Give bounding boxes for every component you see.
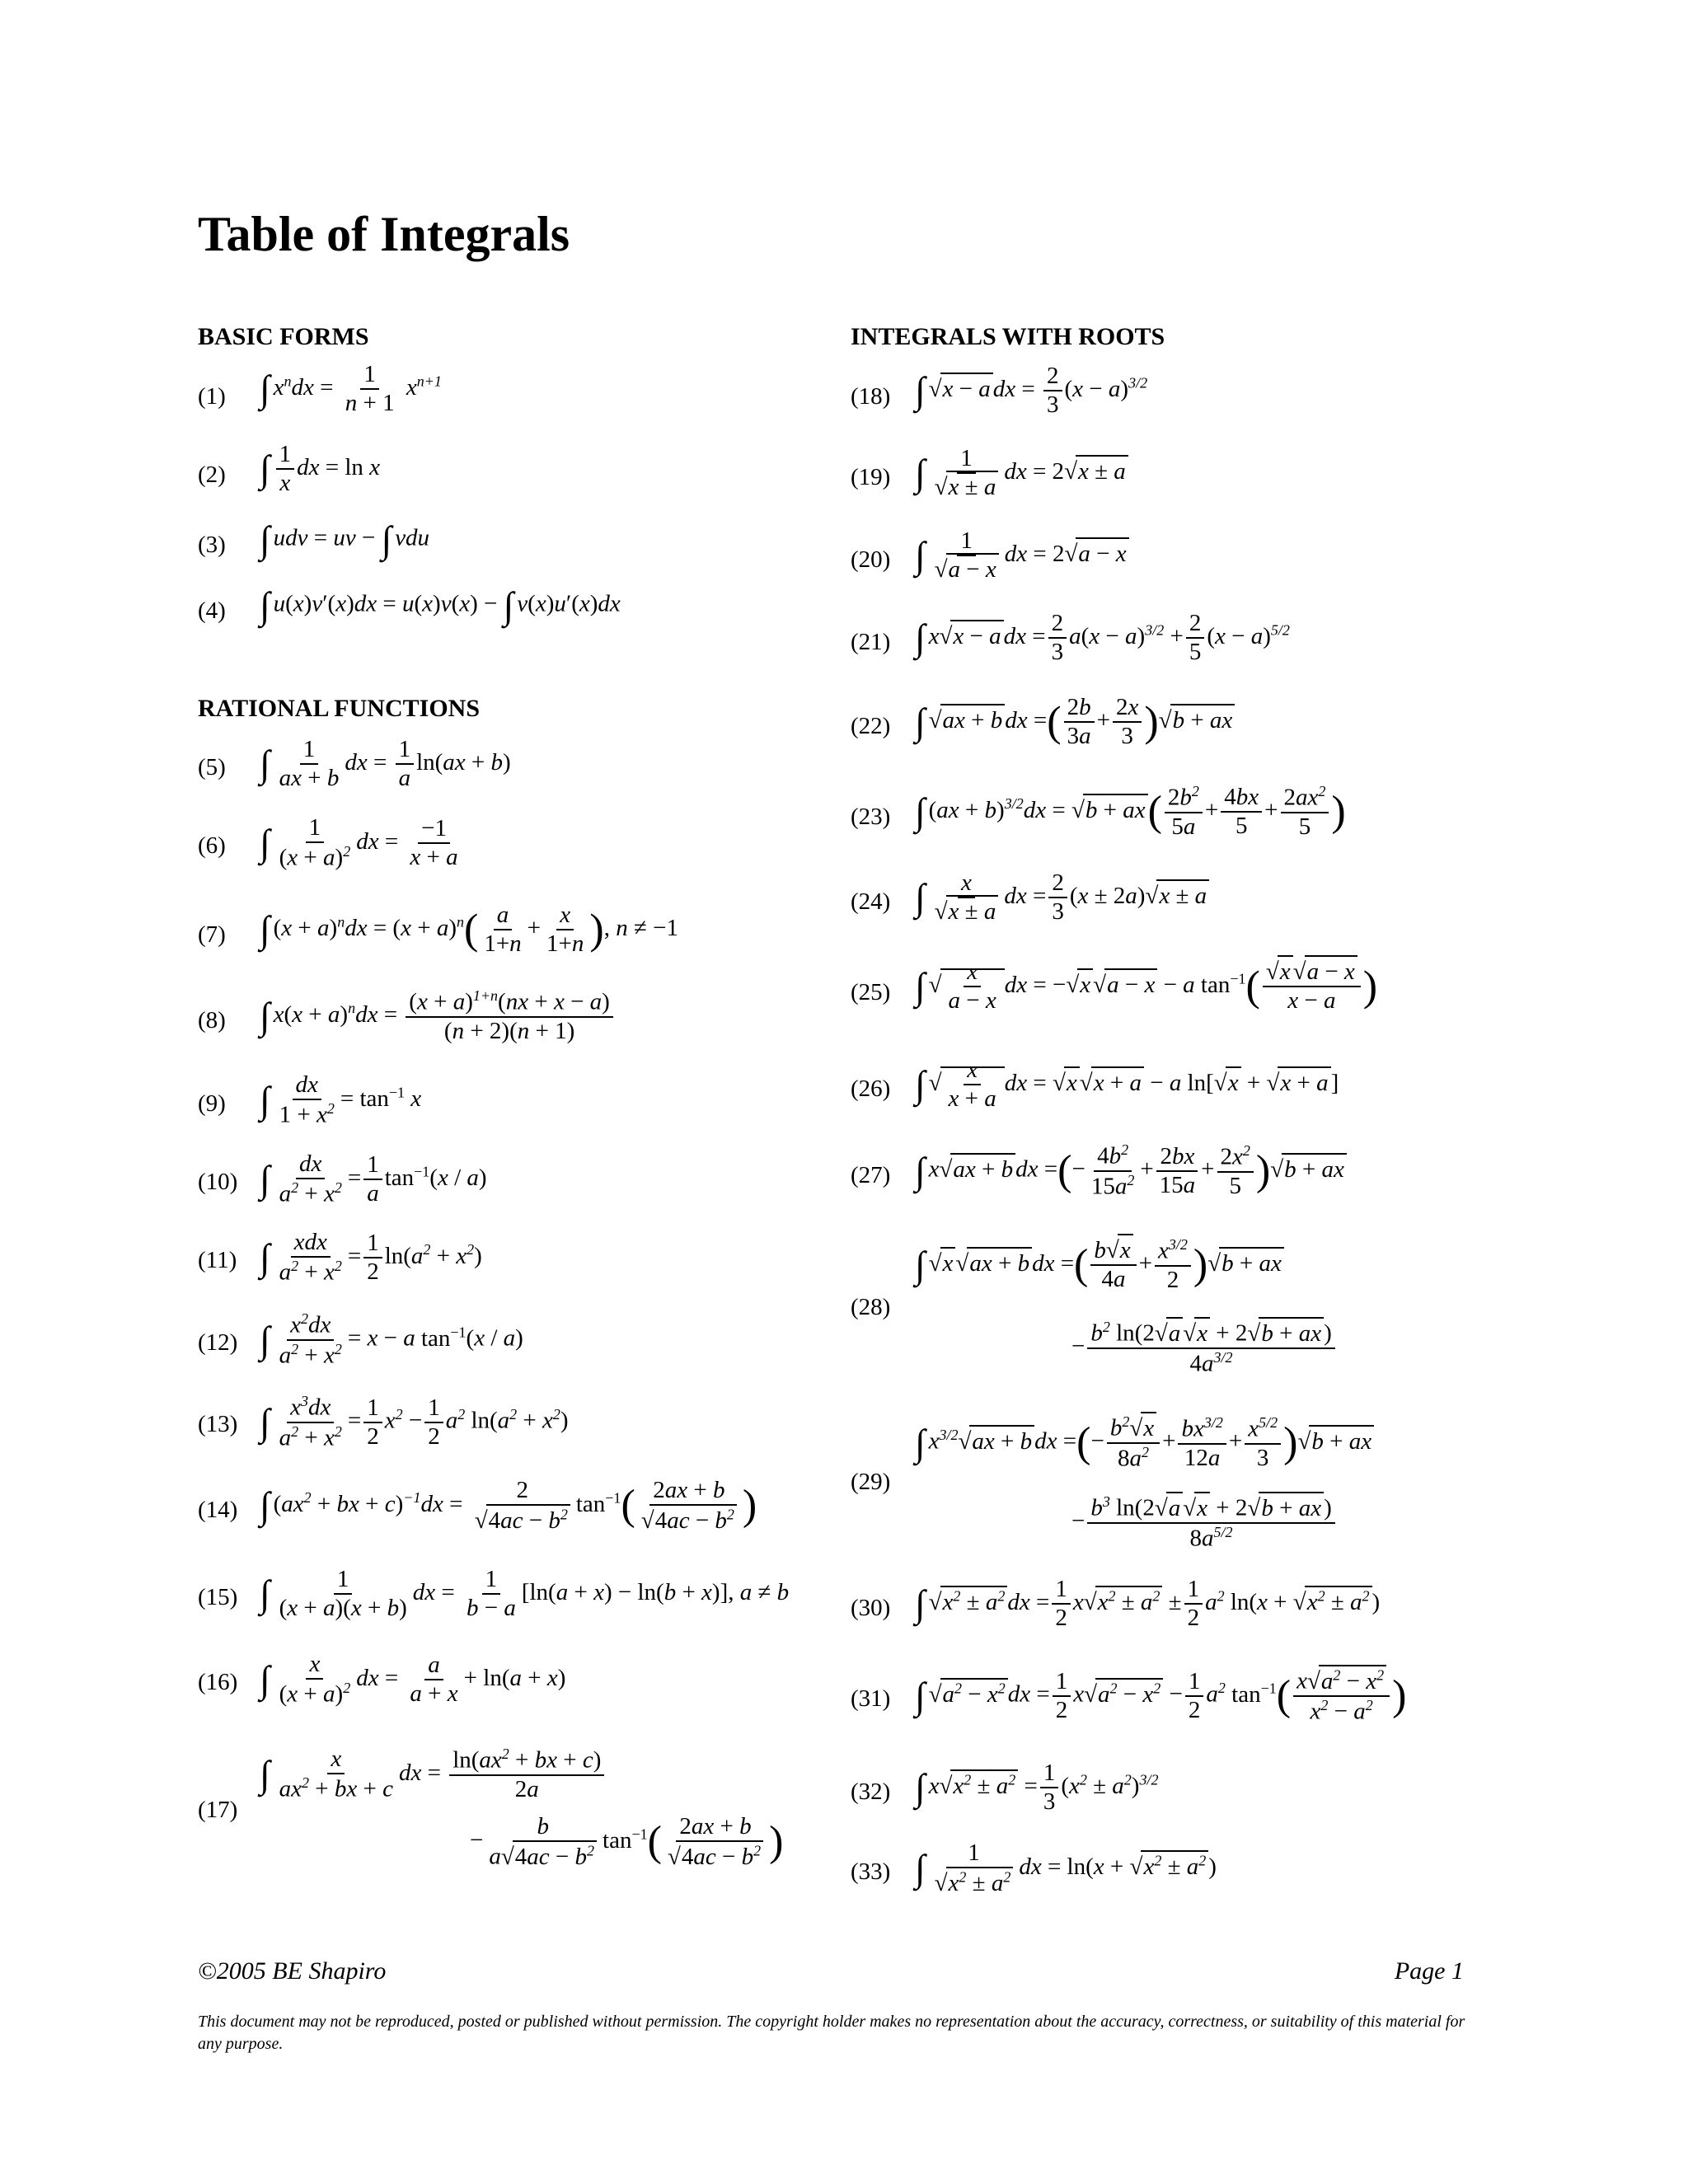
formula-21: ∫ x√x − a dx = $\frac{2}{3}$ $a(x - a)^{3/2}$ + $\frac{2}{5}$ $(x - a)^{5/2}$ [915, 610, 1290, 666]
equation-number-17: (17) [198, 1797, 238, 1823]
equation-number-12: (12) [198, 1329, 238, 1356]
formula-8: ∫ $x(x + a)^ndx$ = $\frac{(x + a)^{1+n}(nx + x - a)}{(n + 2)(n + 1)}$ [260, 987, 616, 1045]
section-basic-forms: BASIC FORMS [198, 323, 369, 350]
equation-number-13: (13) [198, 1411, 238, 1437]
formula-9: ∫ $\frac{dx}{1 + x^2}$ = $\tan^{-1} x$ [260, 1071, 422, 1128]
formula-6: ∫ $\frac{1}{(x + a)^2}$ dx = $\frac{-1}{x + a}$ [260, 814, 458, 871]
formula-5: ∫ $\frac{1}{ax + b}$ dx = $\frac{1}{a}$ ln(ax + b) [260, 736, 511, 792]
formula-13: ∫ $\frac{x^3dx}{a^2 + x^2}$ = $\frac{1}{2}$ $x^2$ − $\frac{1}{2}$ $a^2$ $\ln(a^2 + x^2)$ [260, 1393, 569, 1451]
formula-15: ∫ $\frac{1}{(x + a)(x + b)}$ dx = $\frac{1}{b - a}$ [ln(a + x) − ln(b + x)], a ≠ b [260, 1566, 790, 1622]
formula-4: ∫ u(x)v′(x)dx = u(x)v(x) − ∫ v(x)u′(x)dx [260, 584, 621, 626]
equation-number-20: (20) [851, 546, 891, 573]
copyright-notice: ©2005 BE Shapiro [198, 1957, 387, 1985]
formula-32: ∫ $x√x^2 \pm a^2$ = $\frac{1}{3}$ $(x^2 \pm a^2)^{3/2}$ [915, 1760, 1159, 1816]
equation-number-9: (9) [198, 1090, 226, 1117]
equation-number-18: (18) [851, 383, 891, 410]
equation-number-25: (25) [851, 979, 891, 1005]
formula-22: ∫ √ax + b dx =( $\frac{2b}{3a}$ + $\frac{2x}{3}$ )√b + ax [915, 694, 1235, 751]
section-rational-functions: RATIONAL FUNCTIONS [198, 695, 480, 722]
formula-19: ∫ $\frac{1}{√x \pm a}$ dx = 2√x ± a [915, 445, 1128, 502]
equation-number-19: (19) [851, 464, 891, 490]
equation-number-2: (2) [198, 462, 226, 488]
formula-24: ∫ $\frac{x}{√x \pm a}$ dx = $\frac{2}{3}$ (x ± 2a)√x ± a [915, 869, 1209, 926]
equation-number-8: (8) [198, 1007, 226, 1033]
formula-3: ∫ udv = uv − ∫ vdu [260, 518, 430, 560]
equation-number-6: (6) [198, 832, 226, 859]
formula-26: ∫ √ $\frac{x}{x + a}$ dx = √x √x + a − a ln[√x + √x + a ] [915, 1057, 1339, 1113]
equation-number-27: (27) [851, 1162, 891, 1188]
formula-23: ∫ (ax + b)$^{3/2}$dx = √b + ax( $\frac{2b^2}{5a}$ + $\frac{4bx}{5}$ + $\frac{2ax^2}{5}$ ) [915, 783, 1346, 840]
formula-28-line-2: − $\frac{b^2 \ln(2√a √x + 2√b + ax )}{4a^{3/2}}$ [1071, 1319, 1338, 1378]
equation-number-10: (10) [198, 1169, 238, 1195]
formula-11: ∫ xdx $a^2 + x^2$ = $\frac{1}{2}$ $\ln(a^2 + x^2)$ [260, 1229, 482, 1286]
equation-number-16: (16) [198, 1669, 238, 1695]
equation-number-15: (15) [198, 1584, 238, 1610]
formula-30: ∫ $√x^2 \pm a^2$ dx = $\frac{1}{2}$ $x√x^2 \pm a^2$ ± $\frac{1}{2}$ $a^2$ $\ln(x + √x^2 \pm a^2$ ) [915, 1576, 1381, 1632]
equation-number-28: (28) [851, 1294, 891, 1320]
section-integrals-with-roots: INTEGRALS WITH ROOTS [851, 323, 1165, 350]
equation-number-33: (33) [851, 1858, 891, 1885]
formula-33: ∫ $\frac{1}{√x^2 \pm a^2}$ dx = $\ln(x + √x^2 \pm a^2$ ) [915, 1840, 1217, 1896]
equation-number-31: (31) [851, 1685, 891, 1712]
equation-number-30: (30) [851, 1595, 891, 1621]
formula-2: ∫ $\frac{1}{x}$ dx = ln x [260, 441, 381, 497]
equation-number-26: (26) [851, 1076, 891, 1102]
equation-number-22: (22) [851, 713, 891, 739]
formula-17-line-2: − $\frac{b}{a√4ac - b^2}$ $\tan^{-1}$( $\frac{2ax + b}{√4ac - b^2}$ ) [470, 1813, 784, 1870]
equation-number-32: (32) [851, 1779, 891, 1805]
formula-10: ∫ $\frac{dx}{a^2 + x^2}$ = $\frac{1}{a}$ $\tan^{-1}(x / a)$ [260, 1151, 487, 1207]
equation-number-29: (29) [851, 1469, 891, 1495]
equation-number-1: (1) [198, 383, 226, 410]
formula-29-line-2: − $\frac{b^3 \ln(2√a √x + 2√b + ax )}{8a^{5/2}}$ [1071, 1493, 1338, 1553]
formula-17-line-1: ∫ $\frac{x}{ax^2 + bx + c}$ dx = $\frac{\ln(ax^2 + bx + c)}{2a}$ [260, 1746, 607, 1803]
formula-28-line-1: ∫ √x √ax + b dx =( $\frac{b√x}{4a}$ + $\frac{x^{3/2}}{2}$ )√b + ax [915, 1236, 1284, 1294]
equation-number-3: (3) [198, 532, 226, 558]
formula-12: ∫ $\frac{x^2dx}{a^2 + x^2}$ = x − a $\tan^{-1}(x / a)$ [260, 1310, 523, 1369]
equation-number-4: (4) [198, 598, 226, 624]
formula-18: ∫ √x − a dx = $\frac{2}{3}$ $(x - a)^{3/2}$ [915, 363, 1148, 419]
formula-16: ∫ $\frac{x}{(x + a)^2}$ dx = $\frac{a}{a + x}$ + ln(a + x) [260, 1651, 566, 1708]
page-title: Table of Integrals [198, 207, 570, 261]
equation-number-21: (21) [851, 629, 891, 655]
formula-1: ∫ $x^ndx$ = $\frac{1}{n + 1}$ $x^{n+1}$ [260, 361, 442, 417]
equation-number-14: (14) [198, 1497, 238, 1523]
formula-7: ∫ $(x + a)^ndx = (x + a)^n$( $\frac{a}{1+n}$ + $\frac{x}{1+n}$ ), n ≠ −1 [260, 902, 678, 958]
equation-number-23: (23) [851, 804, 891, 830]
disclaimer-text: This document may not be reproduced, posted or published without permission. The copyright holder makes no representation about the accuracy, correctness, or suitability of this material for any purpose. [198, 2013, 1465, 2053]
equation-number-7: (7) [198, 921, 226, 948]
equation-number-5: (5) [198, 754, 226, 780]
equation-number-24: (24) [851, 888, 891, 915]
formula-29-line-1: ∫ $x^{3/2}√ax + b$ dx =(− $\frac{b^2√x}{8a^2}$ + $\frac{bx^{3/2}}{12a}$ + $\frac{x^{5/2}}{3}$ )√b + ax [915, 1413, 1374, 1473]
page-number: Page 1 [1394, 1957, 1464, 1985]
formula-27: ∫ x√ax + b dx =(− $\frac{4b^2}{15a^2}$ + $\frac{2bx}{15a}$ + $\frac{2x^2}{5}$ )√b + ax [915, 1141, 1347, 1201]
formula-20: ∫ $\frac{1}{√a - x}$ dx = 2√a − x [915, 527, 1129, 584]
formula-25: ∫ √ $\frac{x}{a - x}$ dx = −√x √a − x − a $\tan^{-1}$( $\frac{√x √a - x}{x - a}$ ) [915, 958, 1377, 1015]
equation-number-11: (11) [198, 1247, 237, 1273]
formula-31: ∫ $√a^2 - x^2$ dx = $\frac{1}{2}$ $x√a^2 - x^2$ − $\frac{1}{2}$ $a^2$ $\tan^{-1}$( $\frac{x√a^2 - x^2}{x^2 - a^2}$ ) [915, 1666, 1406, 1726]
formula-14: ∫ ($ax^2$ + bx + c)$^{-1}$dx = $\frac{2}{√4ac - b^2}$ $\tan^{-1}$( $\frac{2ax + b}{√4ac - b^2}$ ) [260, 1477, 757, 1534]
